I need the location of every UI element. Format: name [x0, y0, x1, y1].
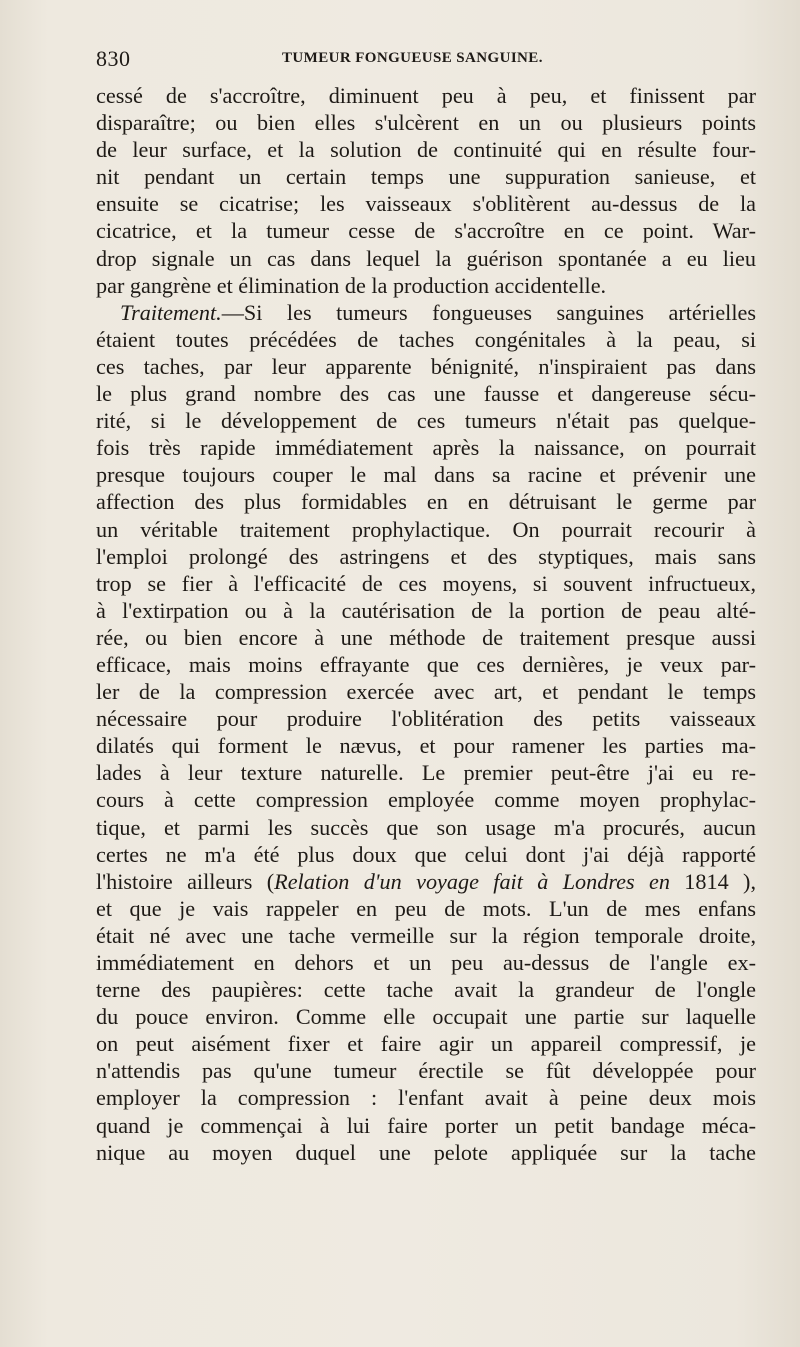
text-fragment: 1814 ),	[669, 868, 756, 894]
text-line: rée, ou bien encore à une méthode de traitement presque aussi	[96, 624, 756, 650]
cited-work-title: Relation d'un voyage fait à Londres en	[274, 868, 670, 894]
text-line: disparaître; ou bien elles s'ulcèrent en un ou plusieurs points	[96, 110, 756, 136]
text-line: l'emploi prolongé des astringens et des styptiques, mais sans	[96, 543, 756, 569]
page-number: 830	[96, 46, 131, 71]
text-line: trop se fier à l'efficacité de ces moyens, si souvent infructueux,	[96, 570, 756, 596]
text-line: le plus grand nombre des cas une fausse et dangereuse sécu-	[96, 381, 756, 407]
text-line: on peut aisément fixer et faire agir un appareil compressif, je	[96, 1031, 756, 1057]
text-line: terne des paupières: cette tache avait la grandeur de l'ongle	[96, 977, 756, 1003]
page-header	[96, 46, 756, 76]
text-line: affection des plus formidables en en détruisant le germe par	[96, 489, 756, 515]
text-fragment: —Si les tumeurs fongueuses sanguines artérielles	[221, 299, 756, 325]
text-line: cicatrice, et la tumeur cesse de s'accroître en ce point. War-	[96, 218, 756, 244]
text-line: immédiatement en dehors et un peu au-dessus de l'angle ex-	[96, 950, 756, 975]
text-line: et que je vais rappeler en peu de mots. L'un de mes enfans	[96, 895, 756, 921]
text-line: nique au moyen duquel une pelote appliquée sur la tache	[96, 1139, 756, 1165]
text-line: fois très rapide immédiatement après la naissance, on pourrait	[96, 435, 756, 461]
text-line: n'attendis pas qu'une tumeur érectile se fût développée pour	[96, 1058, 756, 1084]
text-line: un véritable traitement prophylactique. On pourrait recourir à	[96, 516, 756, 542]
text-line: rité, si le développement de ces tumeurs n'était pas quelque-	[96, 408, 756, 434]
text-line: du pouce environ. Comme elle occupait une partie sur laquelle	[96, 1004, 756, 1030]
running-title: TUMEUR FONGUEUSE SANGUINE.	[282, 50, 543, 66]
paragraph-start-line	[96, 299, 756, 326]
section-label-traitement: Traitement.	[120, 299, 222, 325]
text-line: ces taches, par leur apparente bénignité, n'inspiraient pas dans	[96, 353, 756, 379]
text-line: à l'extirpation ou à la cautérisation de la portion de peau alté-	[96, 597, 756, 623]
text-line: par gangrène et élimination de la production accidentelle.	[96, 272, 607, 298]
citation-line	[96, 868, 756, 895]
body-text	[96, 82, 756, 1166]
text-line: nit pendant un certain temps une suppuration sanieuse, et	[96, 164, 756, 190]
text-line: ler de la compression exercée avec art, et pendant le temps	[96, 679, 756, 705]
text-line: tique, et parmi les succès que son usage m'a procurés, aucun	[96, 814, 756, 840]
text-line: de leur surface, et la solution de continuité qui en résulte four-	[96, 137, 756, 163]
text-line: cessé de s'accroître, diminuent peu à peu, et finissent par	[96, 83, 756, 108]
text-line: certes ne m'a été plus doux que celui dont j'ai déjà rapporté	[96, 841, 756, 867]
text-line: cours à cette compression employée comme moyen prophylac-	[96, 787, 756, 813]
text-line: lades à leur texture naturelle. Le premier peut-être j'ai eu re-	[96, 760, 756, 786]
text-line: presque toujours couper le mal dans sa racine et prévenir une	[96, 462, 756, 488]
text-line: était né avec une tache vermeille sur la région temporale droite,	[96, 922, 756, 948]
text-line: ensuite se cicatrise; les vaisseaux s'oblitèrent au-dessus de la	[96, 191, 756, 217]
text-line: efficace, mais moins effrayante que ces dernières, je veux par-	[96, 651, 756, 677]
text-line: employer la compression : l'enfant avait à peine deux mois	[96, 1085, 756, 1111]
text-fragment: l'histoire ailleurs (	[96, 868, 275, 894]
text-line: étaient toutes précédées de taches congénitales à la peau, si	[96, 326, 756, 352]
text-line: drop signale un cas dans lequel la guérison spontanée a eu lieu	[96, 245, 756, 271]
text-line: quand je commençai à lui faire porter un petit bandage méca-	[96, 1112, 756, 1138]
text-line: dilatés qui forment le nævus, et pour ramener les parties ma-	[96, 733, 756, 759]
text-line: nécessaire pour produire l'oblitération des petits vaisseaux	[96, 706, 756, 732]
